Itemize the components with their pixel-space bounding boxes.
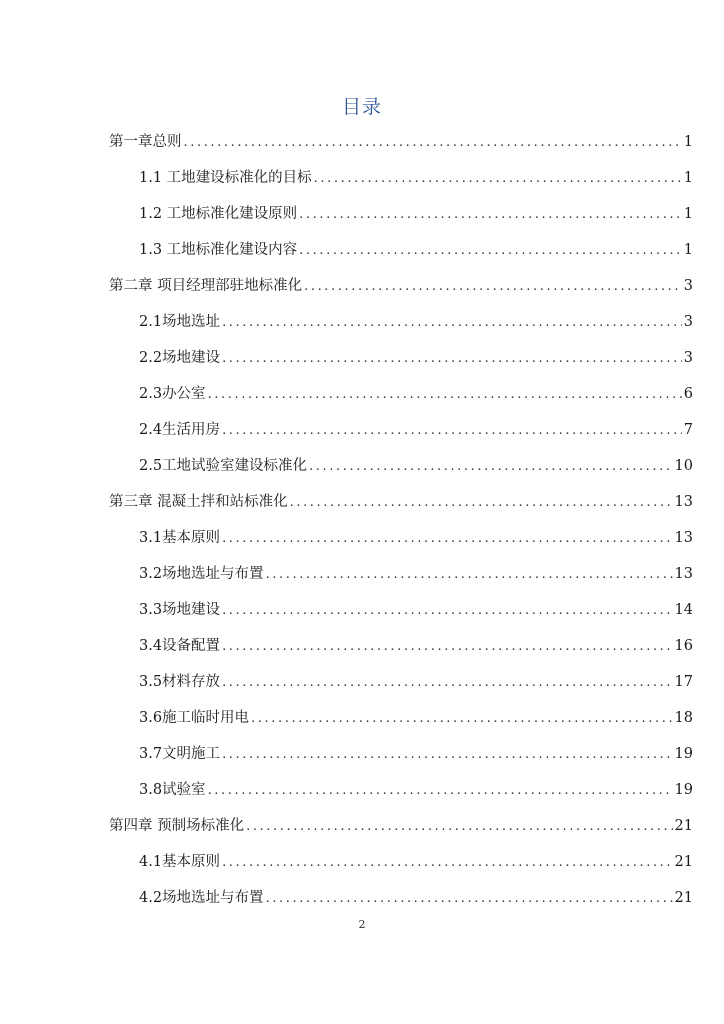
toc-entry-label: 3.3场地建设	[139, 602, 221, 618]
toc-section-entry[interactable]	[109, 340, 693, 376]
toc-entry-label: 3.7文明施工	[139, 746, 221, 762]
toc-entry-page: 21	[674, 890, 693, 906]
toc-entry-page: 7	[683, 422, 693, 438]
toc-entry-page: 17	[674, 674, 693, 690]
toc-section-entry[interactable]	[109, 880, 693, 916]
toc-dot-leader	[251, 701, 672, 737]
toc-entry-page: 21	[674, 818, 693, 834]
toc-dot-leader	[222, 593, 672, 629]
toc-entry-label: 3.4设备配置	[139, 638, 221, 654]
toc-entry-label: 4.1基本原则	[139, 854, 221, 870]
toc-dot-leader	[222, 413, 682, 449]
toc-entry-page: 10	[674, 458, 693, 474]
toc-entry-page: 18	[674, 710, 693, 726]
toc-entry-label: 4.2场地选址与布置	[139, 890, 264, 906]
toc-section-entry[interactable]	[109, 664, 693, 700]
toc-entry-label: 3.2场地选址与布置	[139, 566, 264, 582]
toc-entry-label: 1.2 工地标准化建设原则	[139, 206, 298, 222]
toc-entry-label: 2.1场地选址	[139, 314, 221, 330]
toc-section-entry[interactable]	[109, 844, 693, 880]
toc-entry-page: 14	[674, 602, 693, 618]
toc-dot-leader	[222, 845, 672, 881]
toc-dot-leader	[266, 881, 673, 917]
toc-entry-label: 3.1基本原则	[139, 530, 221, 546]
toc-section-entry[interactable]	[109, 448, 693, 484]
toc-dot-leader	[246, 809, 672, 845]
toc-entry-page: 16	[674, 638, 693, 654]
toc-dot-leader	[222, 521, 672, 557]
toc-dot-leader	[309, 449, 672, 485]
toc-section-entry[interactable]	[109, 556, 693, 592]
toc-dot-leader	[222, 629, 672, 665]
toc-entry-label: 第三章 混凝土拌和站标准化	[109, 494, 288, 510]
toc-entry-page: 19	[674, 746, 693, 762]
toc-dot-leader	[266, 557, 673, 593]
toc-section-entry[interactable]	[109, 232, 693, 268]
toc-dot-leader	[208, 377, 682, 413]
toc-dot-leader	[304, 269, 682, 305]
toc-dot-leader	[208, 773, 673, 809]
toc-entry-page: 3	[683, 278, 693, 294]
toc-entry-page: 21	[674, 854, 693, 870]
toc-dot-leader	[299, 197, 682, 233]
toc-entry-page: 13	[674, 494, 693, 510]
toc-dot-leader	[290, 485, 673, 521]
toc-section-entry[interactable]	[109, 376, 693, 412]
toc-section-entry[interactable]	[109, 628, 693, 664]
toc-section-entry[interactable]	[109, 520, 693, 556]
toc-title: 目录	[341, 96, 382, 118]
toc-section-entry[interactable]	[109, 592, 693, 628]
toc-chapter-entry[interactable]	[109, 268, 693, 304]
toc-dot-leader	[184, 125, 682, 161]
toc-entry-label: 1.3 工地标准化建设内容	[139, 242, 298, 258]
toc-dot-leader	[314, 161, 682, 197]
page-number: 2	[358, 918, 366, 931]
toc-entry-label: 3.6施工临时用电	[139, 710, 250, 726]
toc-entry-label: 1.1 工地建设标准化的目标	[139, 170, 312, 186]
toc-chapter-entry[interactable]	[109, 124, 693, 160]
toc-entry-page: 1	[683, 170, 693, 186]
toc-entry-label: 第二章 项目经理部驻地标准化	[109, 278, 303, 294]
toc-entry-page: 3	[683, 314, 693, 330]
toc-entry-page: 13	[674, 566, 693, 582]
toc-entry-page: 1	[683, 206, 693, 222]
toc-chapter-entry[interactable]	[109, 484, 693, 520]
toc-section-entry[interactable]	[109, 772, 693, 808]
toc-dot-leader	[222, 737, 672, 773]
toc-entry-label: 2.3办公室	[139, 386, 206, 402]
toc-dot-leader	[222, 665, 672, 701]
toc-entry-label: 3.5材料存放	[139, 674, 221, 690]
toc-section-entry[interactable]	[109, 412, 693, 448]
toc-entry-page: 3	[683, 350, 693, 366]
toc-entry-label: 3.8试验室	[139, 782, 206, 798]
toc-dot-leader	[222, 341, 682, 377]
toc-entry-label: 2.5工地试验室建设标准化	[139, 458, 308, 474]
toc-chapter-entry[interactable]	[109, 808, 693, 844]
toc-section-entry[interactable]	[109, 700, 693, 736]
toc-section-entry[interactable]	[109, 304, 693, 340]
toc-entry-page: 6	[683, 386, 693, 402]
toc-section-entry[interactable]	[109, 736, 693, 772]
toc-entry-page: 19	[674, 782, 693, 798]
toc-section-entry[interactable]	[109, 160, 693, 196]
toc-entry-label: 2.4生活用房	[139, 422, 221, 438]
toc-list	[109, 124, 693, 916]
toc-dot-leader	[299, 233, 682, 269]
toc-section-entry[interactable]	[109, 196, 693, 232]
toc-entry-page: 13	[674, 530, 693, 546]
toc-entry-label: 第四章 预制场标准化	[109, 818, 245, 834]
toc-entry-page: 1	[683, 134, 693, 150]
toc-entry-label: 第一章总则	[109, 134, 182, 150]
toc-entry-page: 1	[683, 242, 693, 258]
toc-dot-leader	[222, 305, 682, 341]
toc-entry-label: 2.2场地建设	[139, 350, 221, 366]
